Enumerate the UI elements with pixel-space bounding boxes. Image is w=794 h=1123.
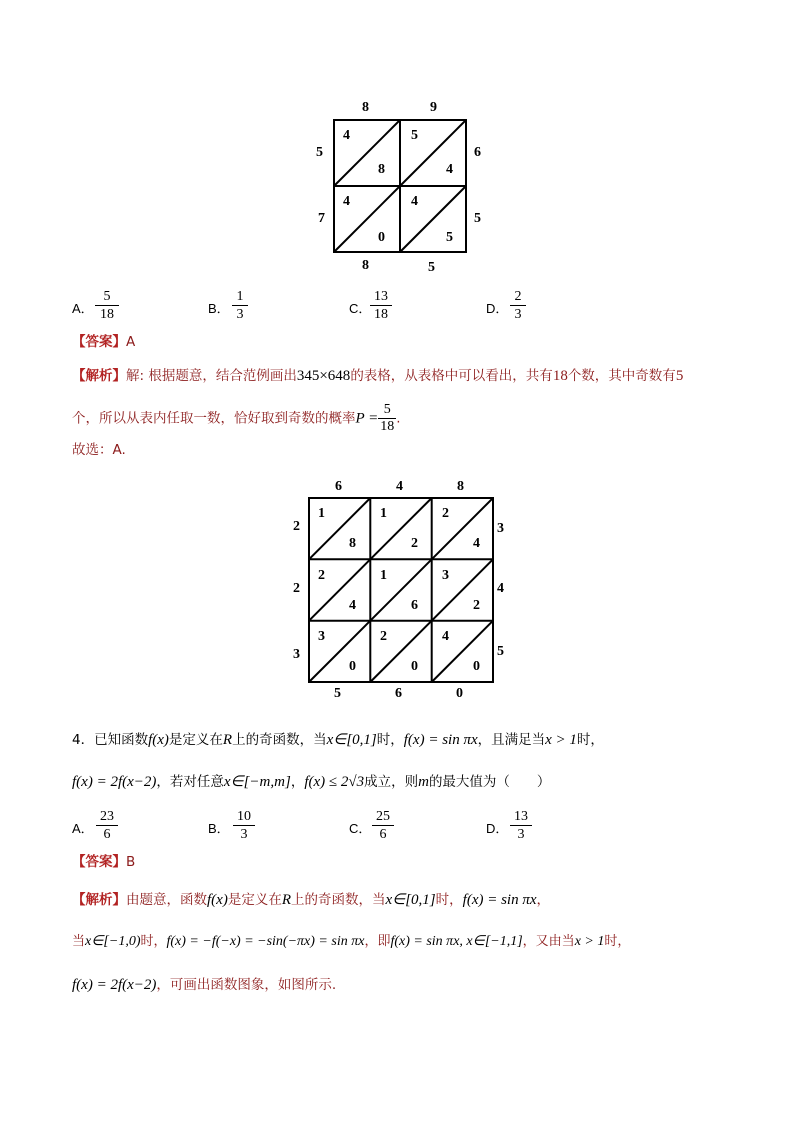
grid-2-cell-br: 0 (473, 659, 480, 674)
analysis-text: ，即 (364, 934, 391, 949)
analysis-tag: 【解析】 (72, 368, 126, 384)
option-c-label: C． (349, 301, 372, 316)
grid-2-cell-tl: 4 (442, 629, 449, 644)
grid-2-cell-tl: 1 (380, 568, 387, 583)
math-expr: x∈[−m,m] (223, 774, 291, 790)
table-size-expr: 345×648 (296, 368, 351, 384)
math-expr: f(x) ≤ 2√3 (304, 774, 365, 790)
q3-analysis-line-2 (72, 402, 401, 435)
math-expr: x∈[−1,0) (85, 934, 141, 949)
grid-2-bottom-2: 0 (456, 686, 463, 701)
stem-text: 是定义在 (168, 732, 223, 748)
lattice-grid-1 (310, 98, 500, 278)
grid-2-cell-br: 0 (411, 659, 418, 674)
grid-1-cell-tl: 4 (411, 194, 418, 209)
option-b-label: B． (208, 821, 230, 836)
grid-2-cell-br: 6 (411, 598, 418, 613)
grid-1-cell-tl: 5 (411, 128, 418, 143)
grid-1-cell-tl: 4 (343, 194, 350, 209)
math-expr: x > 1 (545, 732, 577, 748)
stem-text: 的最大值为（ ） (428, 774, 551, 790)
q4-analysis-line-3 (72, 975, 336, 995)
analysis-text: 由题意，函数 (126, 892, 207, 908)
grid-2-cell-tl: 2 (318, 568, 325, 583)
stem-text: 4．已知函数 (72, 732, 149, 748)
stem-text: 时， (576, 732, 604, 748)
grid-2-cell-br: 0 (349, 659, 356, 674)
grid-1-cell-br: 5 (446, 230, 453, 245)
math-expr: x > 1 (574, 934, 605, 949)
analysis-text: ，又由当 (522, 934, 575, 949)
grid-1-cell-br: 0 (378, 230, 385, 245)
option-b-label: B． (208, 301, 230, 316)
grid-1-lines (310, 98, 500, 278)
q4-stem-line-1 (72, 730, 604, 750)
grid-1-top-1: 9 (430, 100, 437, 115)
grid-2-cell-tl: 3 (318, 629, 325, 644)
option-b-fraction: 10 3 (233, 808, 255, 843)
grid-1-cell-br: 4 (446, 162, 453, 177)
math-expr: f(x) = sin πx (462, 892, 537, 908)
analysis-text: 个数，其中奇数有 (567, 368, 676, 384)
grid-2-cell-tl: 1 (380, 506, 387, 521)
stem-text: ，且满足当 (477, 732, 546, 748)
option-c-fraction: 25 6 (372, 808, 394, 843)
grid-2-right-0: 3 (497, 521, 504, 536)
math-expr: m (418, 774, 429, 790)
analysis-text: 个，所以从表内任取一数，恰好取到奇数的概率 (72, 410, 356, 427)
answer-tag: 【答案】 (72, 854, 126, 870)
math-expr: f(x) (207, 892, 228, 908)
grid-2-right-1: 4 (497, 581, 504, 596)
grid-2-cell-tl: 3 (442, 568, 449, 583)
count-number: 18 (552, 368, 568, 384)
q4-answer (72, 852, 135, 872)
math-expr: f(x) = sin πx, x∈[−1,1] (390, 934, 523, 949)
analysis-text: ， (536, 892, 551, 908)
grid-2-cell-br: 8 (349, 536, 356, 551)
math-expr: R (222, 732, 233, 748)
stem-text: 时， (376, 732, 404, 748)
analysis-tag: 【解析】 (72, 892, 126, 908)
grid-1-top-0: 8 (362, 100, 369, 115)
math-expr: f(x) = 2f(x−2) (72, 774, 157, 790)
math-expr: x∈[0,1] (326, 732, 377, 748)
grid-1-right-1: 5 (474, 211, 481, 226)
option-b-fraction: 1 3 (232, 288, 248, 323)
grid-2-cell-tl: 1 (318, 506, 325, 521)
q3-analysis-line-3: 故选：A. (72, 442, 126, 458)
grid-1-cell-br: 8 (378, 162, 385, 177)
grid-1-left-1: 7 (318, 211, 325, 226)
grid-2-cell-br: 4 (473, 536, 480, 551)
option-c-fraction: 13 18 (370, 288, 392, 323)
stem-text: 上的奇函数，当 (232, 732, 327, 748)
answer-value: A (126, 334, 136, 350)
probability-fraction: $\frac{5}{18}$ (380, 402, 395, 434)
lattice-grid-2 (285, 475, 515, 705)
grid-2-bottom-1: 6 (395, 686, 402, 701)
grid-2-top-2: 8 (457, 479, 464, 494)
period: . (396, 410, 401, 427)
analysis-text: 时， (604, 934, 631, 949)
option-d-label: D． (486, 821, 509, 836)
grid-2-left-2: 3 (293, 647, 300, 662)
q4-analysis-line-1 (72, 890, 550, 910)
stem-text: 成立，则 (364, 774, 419, 790)
grid-2-top-1: 4 (396, 479, 403, 494)
q3-answer (72, 332, 135, 352)
analysis-text: 时， (435, 892, 463, 908)
grid-1-cell-tl: 4 (343, 128, 350, 143)
option-a-fraction: 5 18 (95, 288, 119, 323)
grid-2-cell-br: 4 (349, 598, 356, 613)
analysis-text: ，可画出函数图象，如图所示. (156, 977, 337, 993)
analysis-text: 当 (72, 934, 86, 949)
math-expr: f(x) = −f(−x) = −sin(−πx) = sin πx (166, 934, 365, 949)
option-a-fraction: 23 6 (96, 808, 118, 843)
grid-2-top-0: 6 (335, 479, 342, 494)
answer-value: B (126, 854, 136, 870)
grid-1-right-0: 6 (474, 145, 481, 160)
option-a-label: A． (72, 301, 94, 316)
grid-2-left-0: 2 (293, 519, 300, 534)
grid-2-bottom-0: 5 (334, 686, 341, 701)
grid-1-bottom-1: 5 (428, 260, 435, 275)
math-expr: f(x) (148, 732, 169, 748)
q3-analysis-line-1 (72, 366, 683, 386)
option-d-fraction: 2 3 (510, 288, 526, 323)
math-expr: x∈[0,1] (385, 892, 436, 908)
option-a-label: A． (72, 821, 94, 836)
grid-2-cell-tl: 2 (442, 506, 449, 521)
analysis-text: 时， (140, 934, 167, 949)
grid-2-cell-br: 2 (411, 536, 418, 551)
grid-2-right-2: 5 (497, 644, 504, 659)
q4-analysis-line-2 (72, 932, 630, 952)
probability-symbol: P = (355, 410, 379, 427)
stem-text: ，若对任意 (156, 774, 224, 790)
analysis-text: 解: 根据题意，结合范例画出 (126, 368, 297, 384)
option-d-label: D． (486, 301, 509, 316)
grid-2-cell-tl: 2 (380, 629, 387, 644)
math-expr: R (281, 892, 291, 908)
grid-1-bottom-0: 8 (362, 258, 369, 273)
stem-text: ， (290, 774, 305, 790)
odd-count-number: 5 (675, 368, 684, 384)
analysis-text: 的表格，从表格中可以看出，共有 (350, 368, 553, 384)
grid-1-left-0: 5 (316, 145, 323, 160)
analysis-text: 上的奇函数，当 (291, 892, 386, 908)
q4-stem-line-2 (72, 772, 550, 792)
math-expr: f(x) = 2f(x−2) (72, 977, 157, 993)
grid-2-cell-br: 2 (473, 598, 480, 613)
analysis-text: 是定义在 (227, 892, 282, 908)
math-expr: f(x) = sin πx (403, 732, 478, 748)
answer-tag: 【答案】 (72, 334, 126, 350)
option-d-fraction: 13 3 (510, 808, 532, 843)
option-c-label: C． (349, 821, 372, 836)
grid-2-left-1: 2 (293, 581, 300, 596)
